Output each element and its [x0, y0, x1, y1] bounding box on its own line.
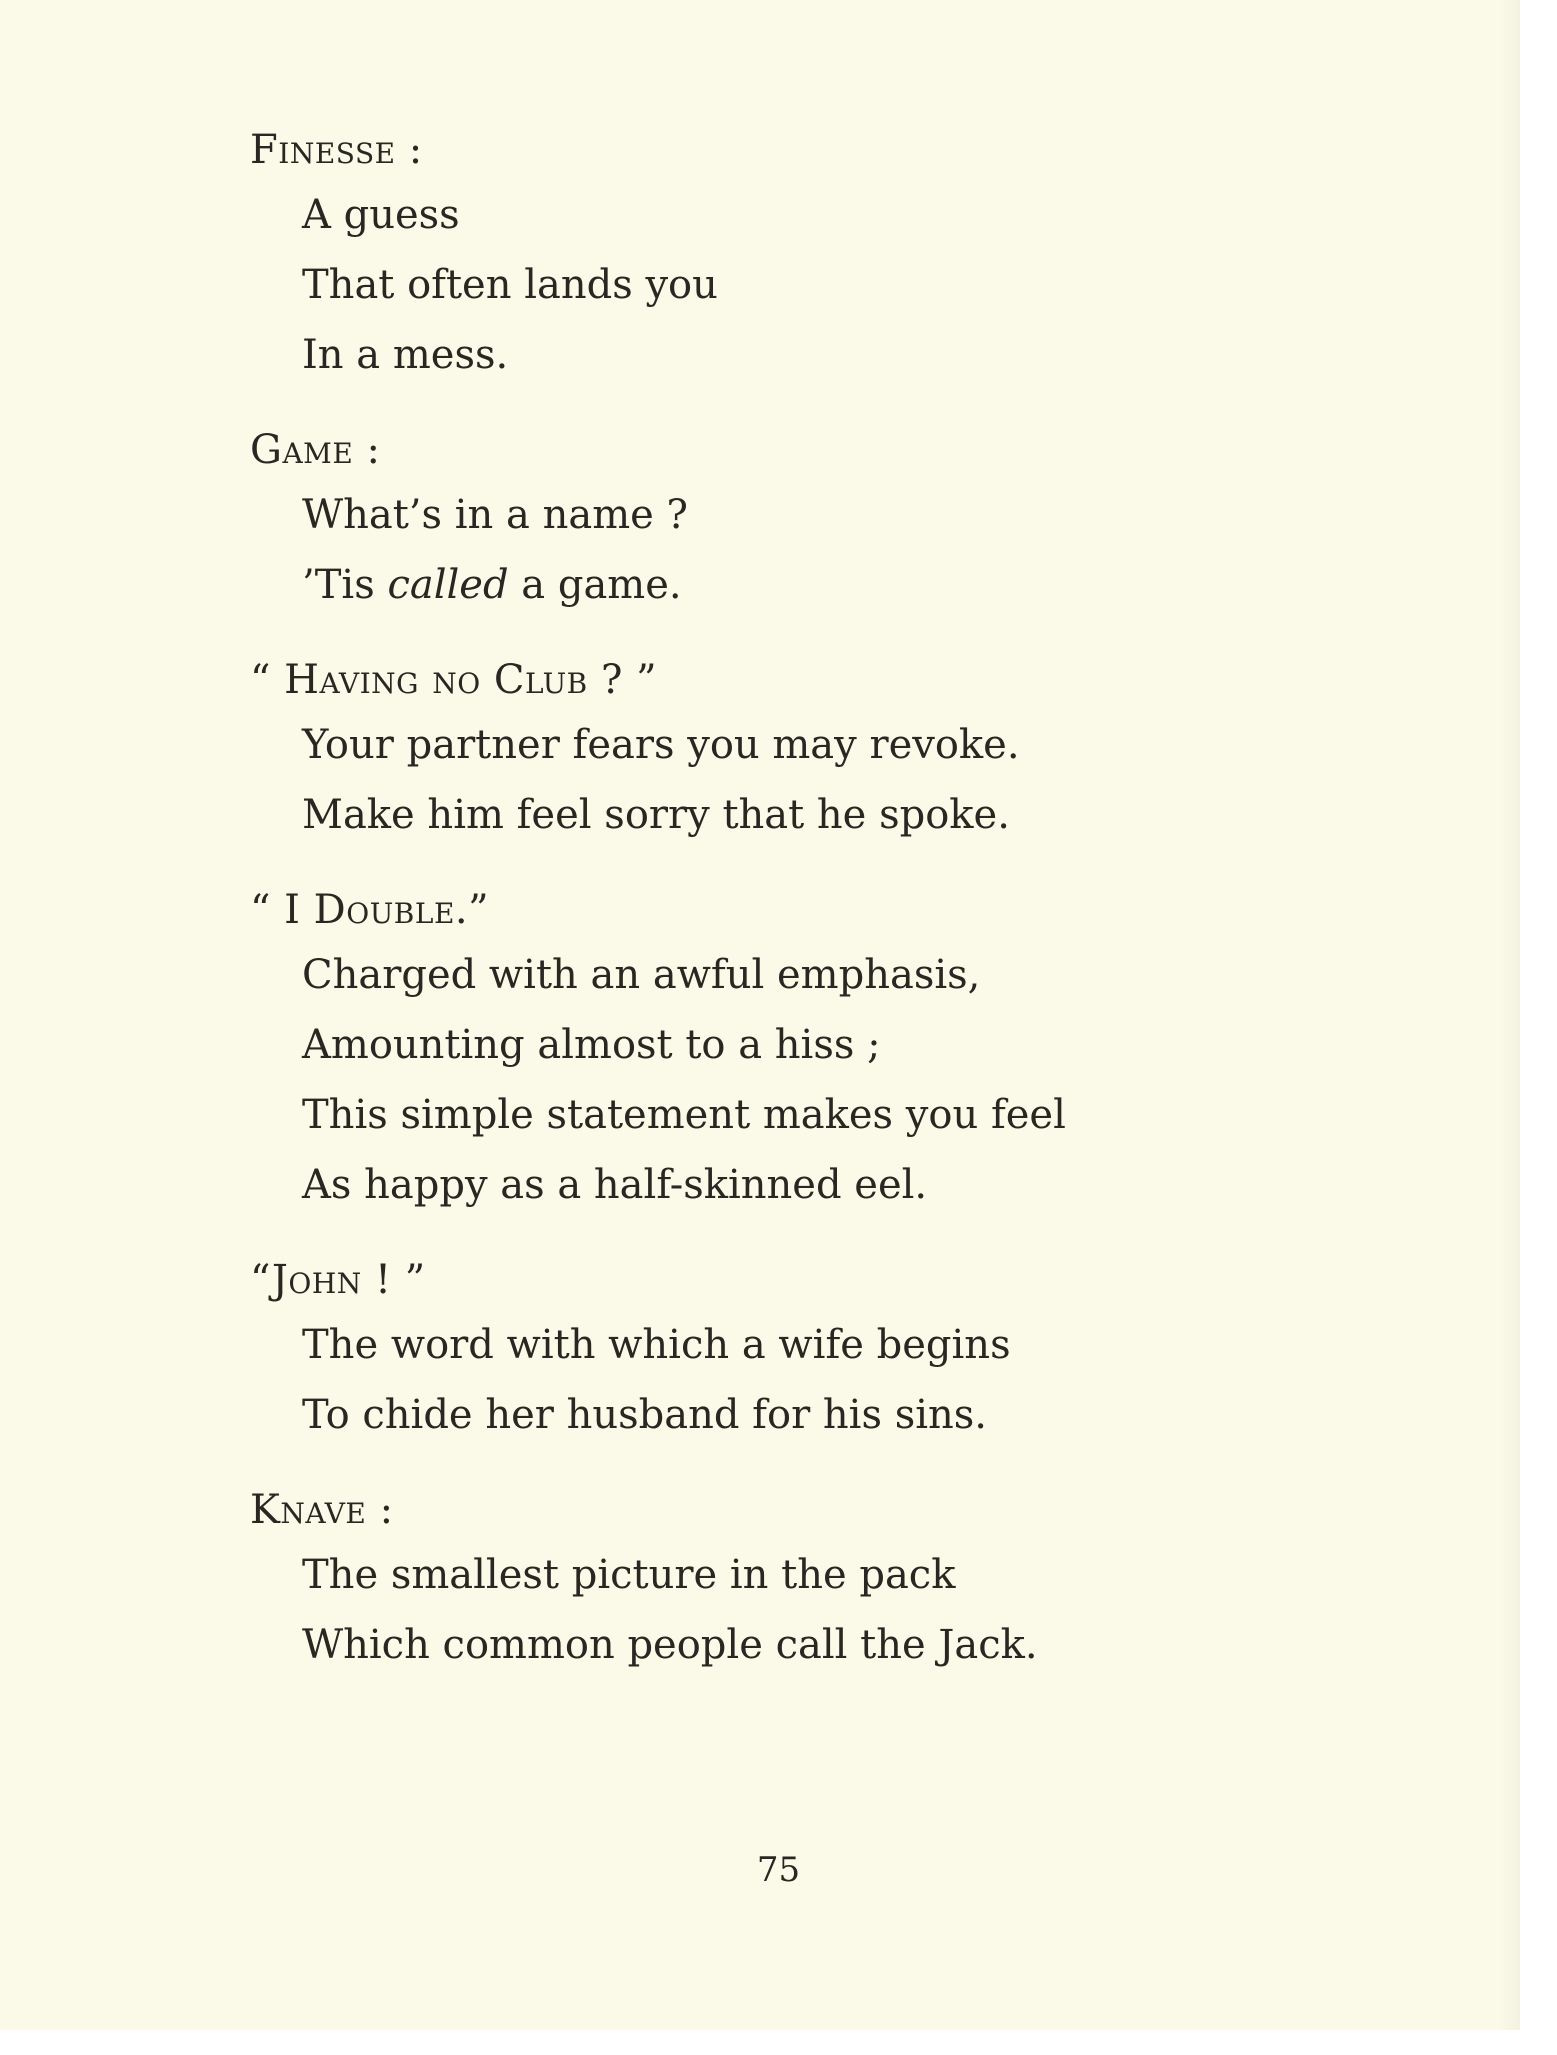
entry-heading: Finesse :: [250, 127, 423, 173]
verse-line: The smallest picture in the pack: [302, 1552, 956, 1598]
entry-i-double: [250, 880, 1350, 1220]
verse-line: In a mess.: [302, 332, 509, 378]
verse-line: A guess: [302, 192, 460, 238]
verse-line: That often lands you: [302, 262, 718, 308]
verse-italic-word: called: [387, 562, 509, 608]
verse-line: Your partner fears you may revoke.: [302, 722, 1020, 768]
entry-heading: “ I Double.”: [250, 887, 490, 933]
verse-line: Charged with an awful emphasis,: [302, 952, 981, 998]
entry-heading: “John ! ”: [250, 1257, 426, 1303]
entry-game: [250, 420, 1350, 620]
verse-line: This simple statement makes you feel: [302, 1092, 1066, 1138]
verse-line: Make him feel sorry that he spoke.: [302, 792, 1010, 838]
entry-having-no-club: [250, 650, 1350, 850]
verse-line: Which common people call the Jack.: [302, 1622, 1038, 1668]
entry-knave: [250, 1480, 1350, 1680]
page-number: 75: [756, 1850, 801, 1890]
verse-line: What’s in a name ?: [302, 492, 688, 538]
verse-text: a game.: [508, 562, 682, 608]
verse-line: As happy as a half-skinned eel.: [302, 1162, 928, 1208]
entry-heading: Game :: [250, 427, 381, 473]
entry-heading: Knave :: [250, 1487, 394, 1533]
verse-glossary: [250, 120, 1350, 1710]
verse-text: ’Tis: [302, 562, 388, 608]
verse-line-italic: [250, 550, 1350, 620]
entry-heading: “ Having no Club ? ”: [250, 657, 658, 703]
entry-john: [250, 1250, 1350, 1450]
verse-line: To chide her husband for his sins.: [302, 1392, 988, 1438]
entry-finesse: [250, 120, 1350, 390]
verse-line: The word with which a wife begins: [302, 1322, 1011, 1368]
verse-line: Amounting almost to a hiss ;: [302, 1022, 881, 1068]
page-edge-shadow: [1500, 0, 1520, 2030]
